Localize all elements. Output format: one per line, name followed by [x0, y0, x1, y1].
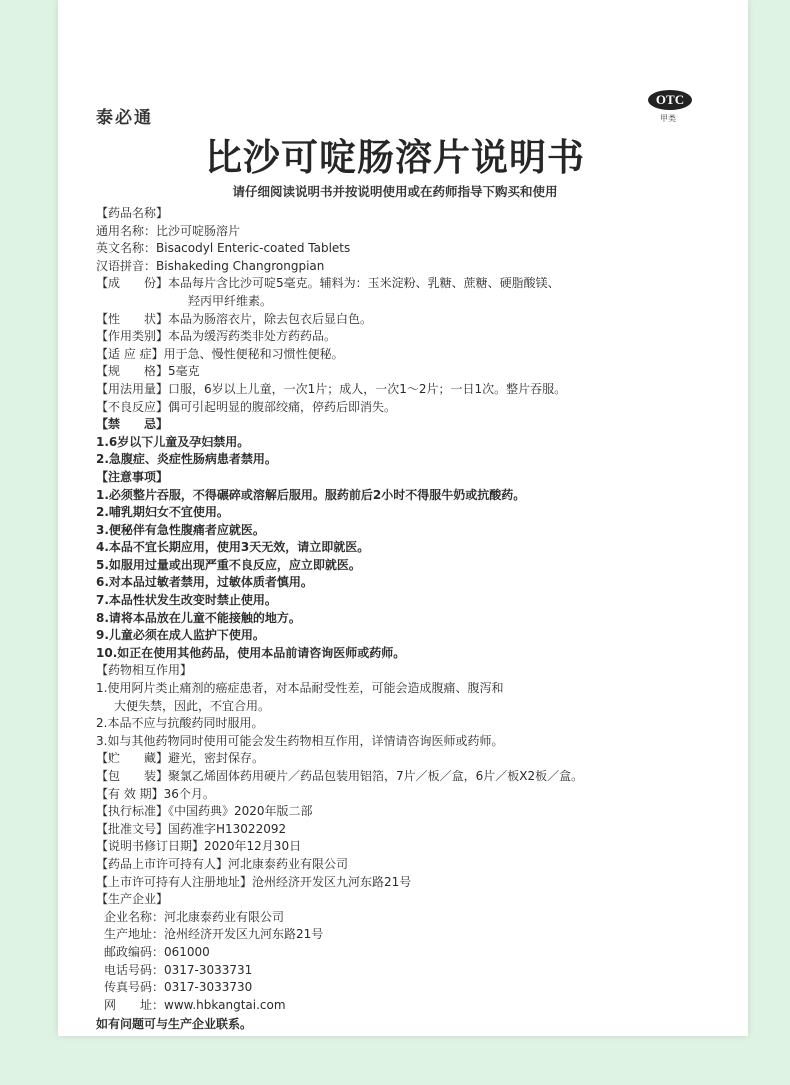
adverse-reactions: 【不良反应】偶可引起明显的腹部绞痛，停药后即消失。 [96, 399, 397, 414]
interaction-item: 2.本品不应与抗酸药同时服用。 [96, 716, 264, 731]
approval-number: 【批准文号】国药准字H13022092 [96, 821, 287, 836]
interactions-header: 【药物相互作用】 [96, 663, 193, 678]
footer-note: 如有问题可与生产企业联系。 [96, 1017, 253, 1032]
precautions-header: 【注意事项】 [96, 469, 169, 484]
precaution-item: 3.便秘伴有急性腹痛者应就医。 [96, 522, 265, 537]
interaction-item: 1.使用阿片类止痛剂的癌症患者，对本品耐受性差，可能会造成腹痛、腹泻和 [96, 681, 504, 696]
brand-logo: 泰必通 [96, 108, 153, 128]
precaution-item: 7.本品性状发生改变时禁止使用。 [96, 593, 277, 608]
precaution-item: 5.如服用过量或出现严重不良反应，应立即就医。 [96, 557, 361, 572]
manufacturer-name: 企业名称：河北康泰药业有限公司 [104, 909, 285, 924]
precaution-item: 1.必须整片吞服，不得碾碎或溶解后服用。服药前后2小时不得服牛奶或抗酸药。 [96, 487, 526, 502]
contraindication-item: 2.急腹症、炎症性肠病患者禁用。 [96, 452, 277, 467]
contraindication-item: 1.6岁以下儿童及孕妇禁用。 [96, 434, 250, 449]
precaution-item: 4.本品不宜长期应用，使用3天无效，请立即就医。 [96, 540, 370, 555]
manufacturer-address: 生产地址：沧州经济开发区九河东路21号 [104, 927, 324, 942]
english-name: 英文名称：Bisacodyl Enteric-coated Tablets [96, 241, 351, 256]
dosage: 【用法用量】口服，6岁以上儿童，一次1片；成人，一次1～2片；一日1次。整片吞服。 [96, 381, 567, 396]
category: 【作用类别】本品为缓泻药类非处方药药品。 [96, 329, 337, 344]
package: 【包 装】聚氯乙烯固体药用硬片／药品包装用铝箔，7片／板／盒，6片／板X2板／盒。 [96, 769, 584, 783]
properties: 【性 状】本品为肠溶衣片，除去包衣后显白色。 [96, 311, 373, 326]
document-subtitle: 请仔细阅读说明书并按说明使用或在药师指导下购买和使用 [232, 184, 558, 199]
phone: 电话号码：0317-3033731 [104, 962, 253, 977]
drug-name-header: 【药品名称】 [96, 206, 169, 220]
interaction-item-cont: 大便失禁，因此，不宜合用。 [114, 698, 271, 713]
precaution-item: 9.儿童必须在成人监护下使用。 [96, 628, 265, 643]
precaution-item: 6.对本品过敏者禁用，过敏体质者慎用。 [96, 575, 313, 590]
precaution-item: 2.哺乳期妇女不宜使用。 [96, 505, 229, 520]
precaution-item: 8.请将本品放在儿童不能接触的地方。 [96, 610, 301, 625]
pinyin-name: 汉语拼音：Bishakeding Changrongpian [96, 258, 325, 273]
generic-name: 通用名称：比沙可啶肠溶片 [96, 223, 241, 238]
interaction-item: 3.如与其他药物同时使用可能会发生药物相互作用，详情请咨询医师或药师。 [96, 733, 504, 748]
document-title: 比沙可啶肠溶片说明书 [205, 136, 585, 179]
otc-badge: OTC [648, 90, 692, 110]
specification: 【规 格】5毫克 [96, 364, 200, 379]
revision-date: 【说明书修订日期】2020年12月30日 [96, 839, 302, 854]
leaflet-body [96, 205, 716, 1034]
validity: 【有 效 期】36个月。 [96, 786, 215, 801]
manufacturer-header: 【生产企业】 [96, 892, 169, 907]
precaution-item: 10.如正在使用其他药品，使用本品前请咨询医师或药师。 [96, 645, 406, 660]
indications: 【适 应 症】用于急、慢性便秘和习惯性便秘。 [96, 346, 344, 361]
ingredients-cont: 羟丙甲纤维素。 [188, 293, 273, 308]
storage: 【贮 藏】避光，密封保存。 [96, 751, 265, 766]
website: 网 址：www.hbkangtai.com [104, 997, 286, 1012]
otc-class: 甲类 [660, 114, 676, 123]
ingredients: 【成 份】本品每片含比沙可啶5毫克。辅料为：玉米淀粉、乳糖、蔗糖、硬脂酸镁、 [96, 276, 560, 291]
standard: 【执行标准】《中国药典》2020年版二部 [96, 804, 313, 819]
mah-address: 【上市许可持有人注册地址】沧州经济开发区九河东路21号 [96, 874, 412, 889]
marketing-authorization-holder: 【药品上市许可持有人】河北康泰药业有限公司 [96, 856, 349, 871]
fax: 传真号码：0317-3033730 [104, 980, 253, 995]
contraindications-header: 【禁 忌】 [96, 417, 169, 432]
postcode: 邮政编码：061000 [104, 944, 210, 959]
